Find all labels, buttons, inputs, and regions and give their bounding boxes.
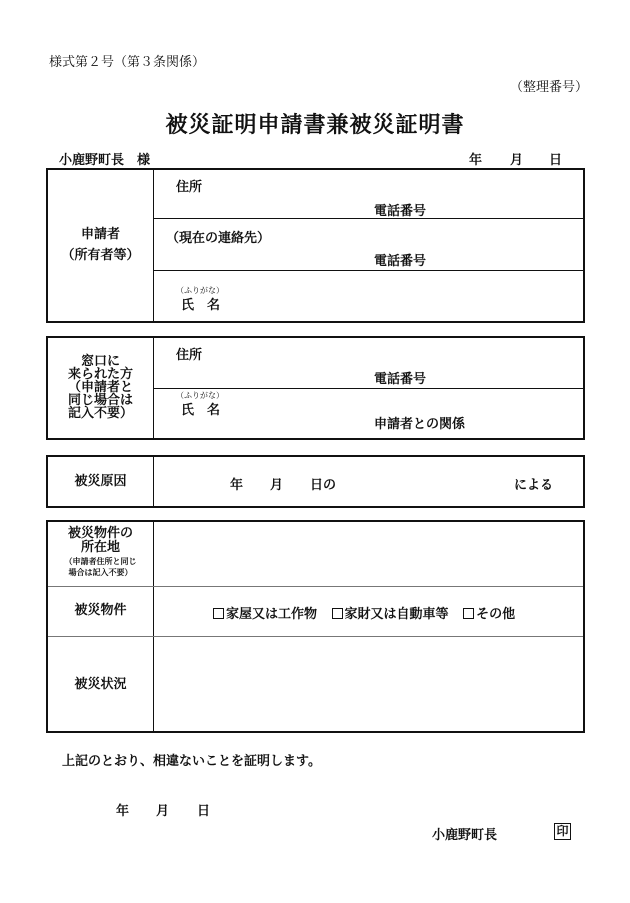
applicant-phone-label-2: 電話番号 xyxy=(374,254,427,269)
form-number: 様式第２号（第３条関係） xyxy=(49,55,206,70)
applicant-label xyxy=(48,227,153,263)
date-day: 日 xyxy=(549,153,563,168)
applicant-furigana: （ふりがな） xyxy=(176,286,224,295)
checkbox-icon[interactable] xyxy=(463,608,474,619)
property-row-line-2 xyxy=(48,636,583,637)
visitor-address-label: 住所 xyxy=(176,348,203,363)
option-house-label: 家屋又は工作物 xyxy=(226,607,318,622)
visitor-label xyxy=(48,355,153,420)
property-options xyxy=(213,603,515,622)
property-type-label: 被災物件 xyxy=(74,603,127,618)
cause-year: 年 xyxy=(230,478,244,493)
visitor-row-line xyxy=(154,388,583,389)
visitor-label-line5: 記入不要） xyxy=(67,406,133,421)
property-status-label: 被災状況 xyxy=(74,677,127,692)
applicant-current-contact-label: （現在の連絡先） xyxy=(166,231,271,246)
property-row-line-1 xyxy=(48,586,583,587)
cert-signer: 小鹿野町長 xyxy=(432,828,498,843)
applicant-label-line2: （所有者等） xyxy=(61,248,140,263)
seal-box: 印 xyxy=(554,823,571,840)
checkbox-icon[interactable] xyxy=(213,608,224,619)
date-month: 月 xyxy=(510,153,524,168)
date-year: 年 xyxy=(469,153,483,168)
visitor-label-line3: （申請者と xyxy=(67,380,133,395)
cause-due-to: による xyxy=(514,478,554,493)
property-location-note-line2: 場合は記入不要） xyxy=(68,568,133,577)
option-other[interactable] xyxy=(463,607,515,622)
property-location-label-line1: 被災物件の xyxy=(67,526,133,541)
applicant-row-line-2 xyxy=(154,270,583,271)
visitor-phone-label: 電話番号 xyxy=(374,372,427,387)
option-belongings[interactable] xyxy=(332,607,449,622)
property-location-note-line1: （申請者住所と同じ xyxy=(64,557,137,566)
certification-statement: 上記のとおり、相違ないことを証明します。 xyxy=(62,754,321,769)
cause-month: 月 xyxy=(270,478,284,493)
visitor-furigana: （ふりがな） xyxy=(176,391,224,400)
applicant-address-label: 住所 xyxy=(176,180,203,195)
property-location-label-line2: 所在地 xyxy=(80,540,120,555)
applicant-row-line-1 xyxy=(154,218,583,219)
cert-month: 月 xyxy=(156,804,170,819)
page-title: 被災証明申請書兼被災証明書 xyxy=(165,113,465,138)
checkbox-icon[interactable] xyxy=(332,608,343,619)
property-location-label xyxy=(48,527,153,578)
property-divider xyxy=(153,521,154,732)
addressee: 小鹿野町長 様 xyxy=(59,153,151,168)
option-other-label: その他 xyxy=(476,607,516,622)
visitor-label-line1: 窓口に xyxy=(80,354,120,369)
cause-day-of: 日の xyxy=(310,478,337,493)
visitor-name-label: 氏 名 xyxy=(181,403,221,418)
visitor-label-line2: 来られた方 xyxy=(67,367,133,382)
cause-label: 被災原因 xyxy=(74,474,127,489)
cert-day: 日 xyxy=(197,804,211,819)
applicant-phone-label: 電話番号 xyxy=(374,204,427,219)
applicant-label-line1: 申請者 xyxy=(80,227,120,242)
cause-divider xyxy=(153,456,154,507)
option-belongings-label: 家財又は自動車等 xyxy=(344,607,449,622)
cert-year: 年 xyxy=(116,804,130,819)
reference-number: （整理番号） xyxy=(510,80,589,95)
visitor-relation-label: 申請者との関係 xyxy=(374,417,466,432)
option-house[interactable] xyxy=(213,607,317,622)
applicant-name-label: 氏 名 xyxy=(181,298,221,313)
applicant-divider xyxy=(153,169,154,322)
visitor-label-line4: 同じ場合は xyxy=(67,393,133,408)
